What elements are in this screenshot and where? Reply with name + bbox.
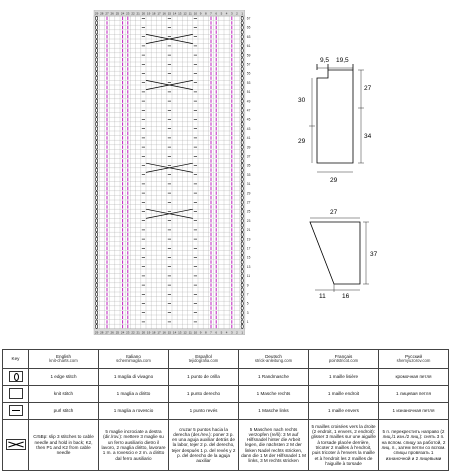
header-english-site: knit-charts.com bbox=[49, 358, 78, 364]
col-number: 11 bbox=[188, 11, 192, 16]
legend-cell: 1 punto de orilla bbox=[169, 369, 239, 386]
purl-stitch-icon bbox=[9, 405, 23, 416]
col-number: 13 bbox=[178, 11, 182, 16]
row-number: 27 bbox=[246, 200, 251, 205]
header-russian-site: shemyuzorov.com bbox=[396, 358, 431, 364]
col-number: 11 bbox=[188, 330, 192, 335]
header-italiano-site: schemimaglia.com bbox=[116, 358, 151, 364]
header-deutsch-site: strick-anleitung.com bbox=[254, 358, 293, 364]
legend-cell: 5 maglie incrociate a destra (dir./rov.): mettere 3 maglie su un ferro ausiliario dietro il lavoro, 2 maglia diritto, lavorare 1 m. a rovescio e 2 m. a diritto dal ferro ausiliario bbox=[99, 420, 169, 471]
col-number: 17 bbox=[157, 330, 161, 335]
header-italiano-label: Italiano bbox=[126, 353, 141, 359]
col-number: 25 bbox=[115, 330, 120, 335]
row-number: 51 bbox=[246, 90, 251, 95]
row-number: 43 bbox=[246, 126, 251, 131]
col-number: 9 bbox=[199, 330, 202, 335]
row-number: 67 bbox=[246, 16, 251, 21]
col-number: 26 bbox=[110, 11, 114, 16]
col-number: 1 bbox=[241, 330, 244, 335]
sleeve-top-label: 27 bbox=[330, 209, 338, 216]
col-number: 27 bbox=[105, 11, 109, 16]
col-number: 3 bbox=[230, 11, 233, 16]
garment-schematics bbox=[290, 40, 440, 300]
legend-cell: 1 maille envers bbox=[309, 403, 379, 420]
legend-header-row bbox=[3, 350, 449, 369]
col-number: 24 bbox=[120, 11, 125, 16]
header-francais-site: pointstricot.com bbox=[328, 358, 359, 364]
legend-cell: 1 punto revés bbox=[169, 403, 239, 420]
row-number: 11 bbox=[246, 274, 251, 279]
row-number: 29 bbox=[246, 191, 251, 196]
col-number: 6 bbox=[215, 11, 218, 16]
row-number: 13 bbox=[246, 264, 251, 269]
legend-cell: 1 maglia di vivagno bbox=[99, 369, 169, 386]
legend-cell: knit stitch bbox=[29, 386, 99, 403]
row-number: 41 bbox=[246, 136, 251, 141]
header-deutsch bbox=[239, 350, 309, 369]
col-number: 4 bbox=[225, 330, 228, 335]
col-number: 14 bbox=[172, 330, 177, 335]
col-number: 7 bbox=[210, 11, 212, 16]
row-number: 15 bbox=[246, 255, 251, 260]
col-number: 18 bbox=[152, 11, 156, 16]
legend-cell: 1 maille lisière bbox=[309, 369, 379, 386]
row-number: 23 bbox=[246, 218, 251, 223]
back-lower-left-label: 29 bbox=[298, 138, 306, 145]
sleeve-bottom-right-label: 16 bbox=[342, 293, 350, 300]
back-schematic bbox=[309, 64, 364, 172]
sleeve-right-label: 37 bbox=[370, 251, 378, 258]
col-number: 29 bbox=[94, 11, 99, 16]
row-number: 19 bbox=[246, 237, 251, 242]
col-number: 5 bbox=[220, 330, 223, 335]
col-number: 10 bbox=[193, 330, 198, 335]
col-number: 16 bbox=[162, 330, 166, 335]
col-number: 2 bbox=[236, 330, 238, 335]
col-number: 10 bbox=[193, 11, 198, 16]
row-number: 37 bbox=[246, 154, 251, 159]
row-number: 55 bbox=[246, 71, 251, 76]
knit-stitch-icon bbox=[9, 388, 23, 399]
col-number: 20 bbox=[141, 11, 146, 16]
row-number: 47 bbox=[246, 108, 251, 113]
col-number: 3 bbox=[230, 330, 233, 335]
legend-cell: purl stitch bbox=[29, 403, 99, 420]
row-number: 33 bbox=[246, 172, 251, 177]
header-espanol bbox=[169, 350, 239, 369]
legend-cell: 1 изнаночная петля bbox=[379, 403, 449, 420]
header-italiano bbox=[99, 350, 169, 369]
header-key: Key bbox=[3, 350, 29, 369]
legend-cell: 1 лицевая петля bbox=[379, 386, 449, 403]
back-top-left-label: 9,5 bbox=[320, 57, 330, 64]
col-number: 19 bbox=[146, 11, 151, 16]
legend-cell: 5 mailles croisées vers la droite (2 endroit, 1 envers, 2 endroit): glisser 3 mailles sur une aiguille à torsade placée derrière, tricoter 2 mailles à l'endroit, puis tricoter à l'envers la maille et à l'endroit les 2 mailles de l'aiguille à torsade bbox=[309, 420, 379, 471]
row-number: 25 bbox=[246, 209, 251, 214]
row-number: 45 bbox=[246, 117, 251, 122]
row-number: 49 bbox=[246, 99, 251, 104]
col-number: 23 bbox=[126, 11, 130, 16]
row-number: 17 bbox=[246, 246, 251, 251]
header-russian bbox=[379, 350, 449, 369]
legend-cell: Cr5Bp: slip 3 stitches to cable needle and hold in back; K2, then P1 and K2 from cable needle bbox=[29, 420, 99, 471]
row-number: 59 bbox=[246, 53, 251, 58]
back-upper-left-label: 30 bbox=[298, 97, 306, 104]
back-top-right-label: 19,5 bbox=[336, 57, 349, 64]
header-english-label: English bbox=[55, 353, 72, 359]
legend-cell: 1 punto derecho bbox=[169, 386, 239, 403]
legend-cell: 1 Masche rechts bbox=[239, 386, 309, 403]
row-number: 21 bbox=[246, 228, 251, 233]
col-number: 19 bbox=[146, 330, 151, 335]
col-number: 25 bbox=[115, 11, 120, 16]
back-upper-right-label: 27 bbox=[364, 85, 372, 92]
stitch-legend-table bbox=[2, 349, 449, 471]
col-number: 28 bbox=[100, 11, 104, 16]
col-number: 28 bbox=[100, 330, 104, 335]
col-number: 5 bbox=[220, 11, 223, 16]
legend-row-purl bbox=[3, 403, 449, 420]
row-number: 3 bbox=[246, 310, 249, 315]
col-number: 6 bbox=[215, 330, 218, 335]
edge-stitch-icon bbox=[9, 371, 23, 382]
legend-cell: 1 maglia a rovescio bbox=[99, 403, 169, 420]
legend-cell: кромочная петля bbox=[379, 369, 449, 386]
col-number: 2 bbox=[236, 11, 238, 16]
col-number: 8 bbox=[204, 11, 207, 16]
header-deutsch-label: Deutsch bbox=[265, 353, 282, 359]
col-number: 12 bbox=[183, 330, 187, 335]
header-espanol-label: Español bbox=[195, 353, 212, 359]
col-number: 17 bbox=[157, 11, 161, 16]
col-number: 27 bbox=[105, 330, 109, 335]
col-number: 21 bbox=[136, 330, 140, 335]
col-number: 9 bbox=[199, 11, 202, 16]
col-number: 26 bbox=[110, 330, 114, 335]
row-number: 5 bbox=[246, 301, 249, 306]
header-francais bbox=[309, 350, 379, 369]
row-number: 1 bbox=[246, 320, 249, 325]
row-number: 57 bbox=[246, 62, 251, 67]
legend-cell: 1 edge stitch bbox=[29, 369, 99, 386]
col-number: 22 bbox=[131, 330, 135, 335]
col-number: 29 bbox=[94, 330, 99, 335]
legend-cell: 1 Randmasche bbox=[239, 369, 309, 386]
legend-row-cable bbox=[3, 420, 449, 471]
legend-cell: 5 п. перекрестить направо (2 лиц./1 изн./2 лиц.): снять 3 п. на вспом. спицу за работой, 2 лиц. п., затем петли со вспом. спицы провязать 1 изнаночной и 2 лицевыми bbox=[379, 420, 449, 471]
col-number: 20 bbox=[141, 330, 146, 335]
col-number: 24 bbox=[120, 330, 125, 335]
col-number: 21 bbox=[136, 11, 140, 16]
back-bottom-label: 29 bbox=[330, 177, 338, 184]
legend-cell: 5 Maschen nach rechts verzopfen (re/li): 3 M auf Hilfsnadel hinter die Arbeit legen, die nächsten 2 M der linken Nadel rechts stricken, dann die 1 M der Hilfsnadel 1 M links, 3 M rechts stricken bbox=[239, 420, 309, 471]
col-number: 4 bbox=[225, 11, 228, 16]
schematic-svg bbox=[290, 40, 440, 300]
row-number: 9 bbox=[246, 283, 249, 288]
sleeve-schematic bbox=[310, 218, 369, 292]
col-number: 23 bbox=[126, 330, 130, 335]
col-number: 8 bbox=[204, 330, 207, 335]
sleeve-bottom-left-label: 11 bbox=[319, 293, 326, 300]
header-espanol-site: tejidografia.com bbox=[188, 358, 219, 364]
legend-cell: cruzar 5 puntos hacia la derecha (der./rev.): poner 3 p. en una aguja auxiliar detrás de la labor, tejer 2 p. del derecho, tejer después 1 p. del revés y 2 p. del derecho de la aguja auxiliar bbox=[169, 420, 239, 471]
col-number: 13 bbox=[178, 330, 182, 335]
col-number: 15 bbox=[167, 11, 172, 16]
legend-row-edge bbox=[3, 369, 449, 386]
col-number: 12 bbox=[183, 11, 187, 16]
row-number: 65 bbox=[246, 25, 251, 30]
cable-icon bbox=[6, 439, 26, 450]
header-russian-label: Русский bbox=[404, 353, 423, 359]
row-number: 31 bbox=[246, 182, 251, 187]
col-number: 18 bbox=[152, 330, 156, 335]
row-number: 39 bbox=[246, 145, 251, 150]
header-english bbox=[29, 350, 99, 369]
row-number: 63 bbox=[246, 34, 251, 39]
col-number: 1 bbox=[241, 11, 244, 16]
header-francais-label: Français bbox=[334, 353, 353, 359]
col-number: 22 bbox=[131, 11, 135, 16]
col-number: 16 bbox=[162, 11, 166, 16]
legend-cell: 1 maglia a diritto bbox=[99, 386, 169, 403]
knitting-chart bbox=[90, 10, 270, 340]
back-lower-right-label: 34 bbox=[364, 133, 372, 140]
row-number: 35 bbox=[246, 163, 251, 168]
row-number: 7 bbox=[246, 292, 249, 297]
chart-grid bbox=[90, 10, 270, 340]
row-number: 53 bbox=[246, 80, 251, 85]
col-number: 14 bbox=[172, 11, 177, 16]
legend-row-knit bbox=[3, 386, 449, 403]
col-number: 15 bbox=[167, 330, 172, 335]
legend-cell: 1 Masche links bbox=[239, 403, 309, 420]
col-number: 7 bbox=[210, 330, 212, 335]
legend-cell: 1 maille endroit bbox=[309, 386, 379, 403]
row-number: 61 bbox=[246, 44, 251, 49]
